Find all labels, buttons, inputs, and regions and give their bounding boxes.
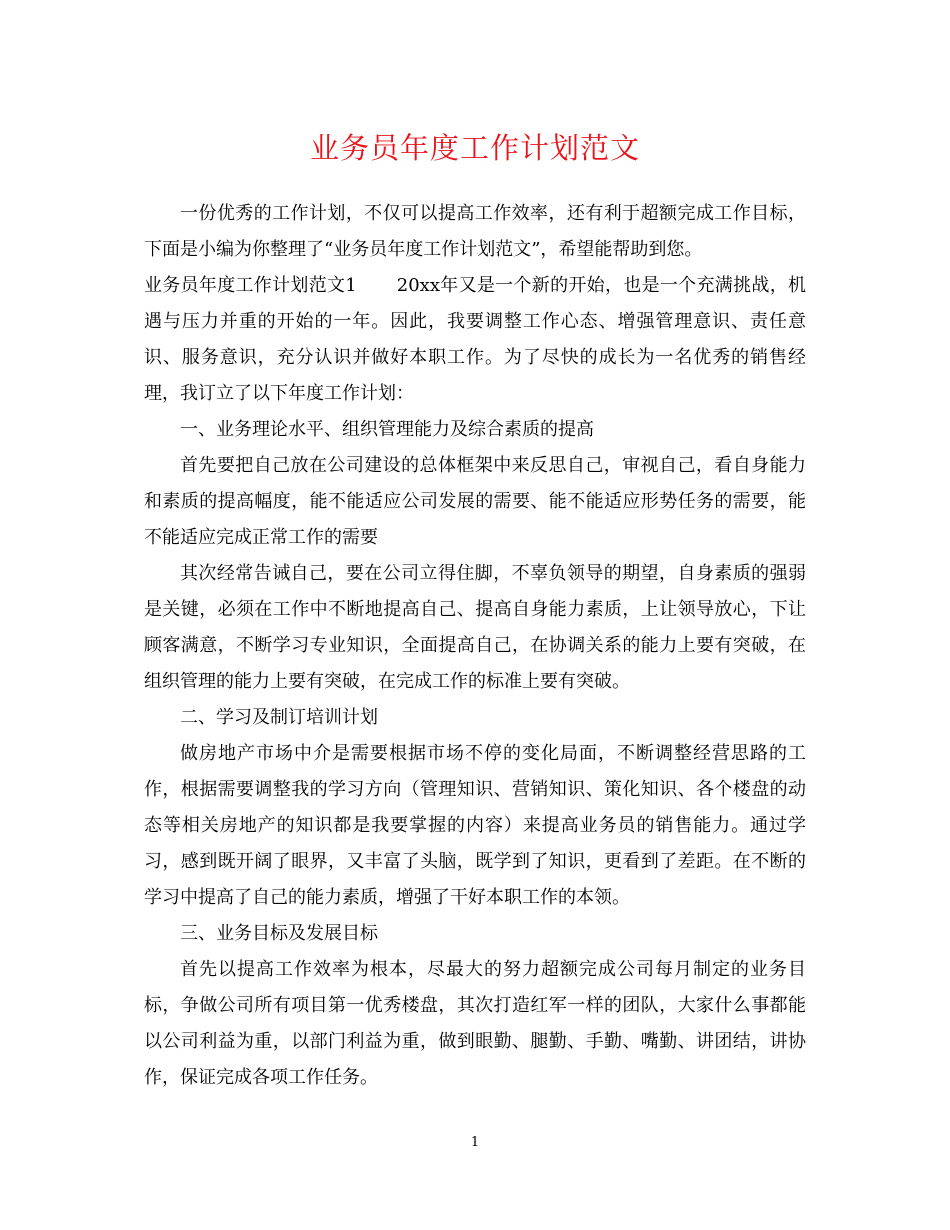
document-body — [144, 196, 806, 1096]
section-heading-3: 三、业务目标及发展目标 — [180, 923, 378, 944]
section-heading-1: 一、业务理论水平、组织管理能力及综合素质的提高 — [180, 419, 594, 440]
section-heading-2: 二、学习及制订培训计划 — [180, 707, 378, 728]
sample-opening-text: 20xx年又是一个新的开始，也是一个充满挑战，机遇与压力并重的开始的一年。因此，我要调整工作心态、增强管理意识、责任意识、服务意识，充分认识并做好本职工作。为了尽快的成长为一名优秀的销售经理，我订立了以下年度工作计划： — [144, 275, 806, 404]
sample-label: 业务员年度工作计划范文1 — [144, 275, 357, 296]
section-3-paragraph-1: 首先以提高工作效率为根本，尽最大的努力超额完成公司每月制定的业务目标，争做公司所有项目第一优秀楼盘，其次打造红军一样的团队，大家什么事都能以公司利益为重，以部门利益为重，做到眼勤、腿勤、手勤、嘴勤、讲团结，讲协作，保证完成各项工作任务。 — [144, 959, 806, 1088]
section-1-paragraph-2: 其次经常告诫自己，要在公司立得住脚，不辜负领导的期望，自身素质的强弱是关键，必须在工作中不断地提高自己、提高自身能力素质，上让领导放心，下让顾客满意，不断学习专业知识，全面提高自己，在协调关系的能力上要有突破，在组织管理的能力上要有突破，在完成工作的标准上要有突破。 — [144, 563, 806, 692]
section-2-paragraph-1: 做房地产市场中介是需要根据市场不停的变化局面，不断调整经营思路的工作，根据需要调整我的学习方向（管理知识、营销知识、策化知识、各个楼盘的动态等相关房地产的知识都是我要掌握的内容）来提高业务员的销售能力。通过学习，感到既开阔了眼界，又丰富了头脑，既学到了知识，更看到了差距。在不断的学习中提高了自己的能力素质，增强了干好本职工作的本领。 — [144, 743, 806, 908]
sample-opening-paragraph — [144, 268, 806, 412]
section-1-paragraph-1: 首先要把自己放在公司建设的总体框架中来反思自己，审视自己，看自身能力和素质的提高幅度，能不能适应公司发展的需要、能不能适应形势任务的需要，能不能适应完成正常工作的需要 — [144, 455, 806, 548]
intro-paragraph: 一份优秀的工作计划，不仅可以提高工作效率，还有利于超额完成工作目标，下面是小编为你整理了“业务员年度工作计划范文”，希望能帮助到您。 — [144, 203, 806, 260]
document-title: 业务员年度工作计划范文 — [309, 131, 640, 165]
page-number: 1 — [470, 1135, 480, 1150]
